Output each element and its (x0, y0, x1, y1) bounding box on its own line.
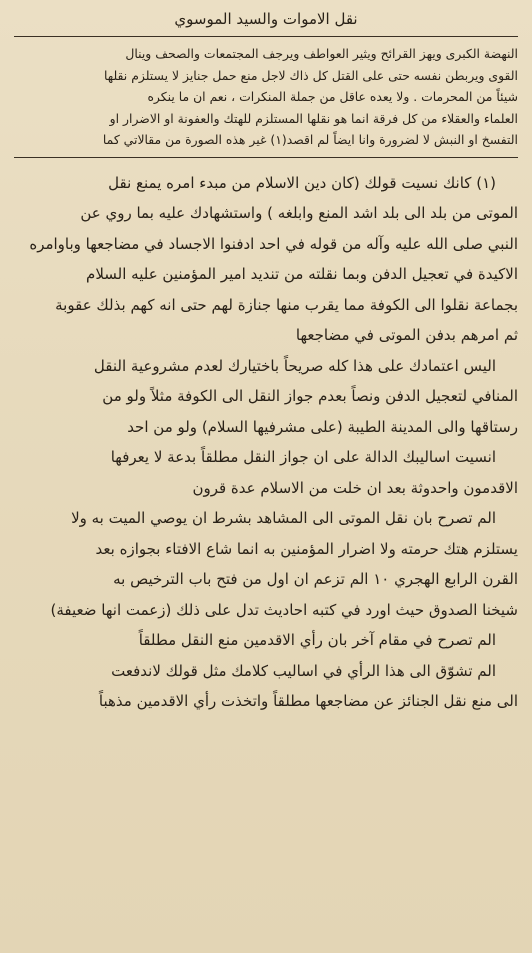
footnote-line: المنافي لتعجيل الدفن ونصاً بعدم جواز النقل الى الكوفة مثلاً ولو من (102, 387, 518, 405)
main-text-line: شيئاً من المحرمات . ولا يعده عاقل من جملة المنكرات ، نعم ان ما ينكره (147, 89, 518, 104)
main-text-line: القوى ويربطن نفسه حتى على القتل كل ذاك لاجل منع حمل جنايز لا يستلزم نقلها (103, 67, 518, 83)
footnote-line: الى منع نقل الجنائز عن مضاجعها مطلقاً واتخذت رأي الاقدمين مذهباً (98, 692, 518, 710)
main-text-line: العلماء والعقلاء من كل فرقة انما هو نقلها المستلزم للهتك والعفونة او الاضرار او (109, 110, 518, 126)
footnote-separator-rule (14, 157, 518, 158)
footnote-line: الم تصرح بان نقل الموتى الى المشاهد بشرط ان يوصي الميت به ولا (71, 509, 496, 527)
footnote-line: الم تصرح في مقام آخر بان رأي الاقدمين منع النقل مطلقاً (138, 631, 496, 649)
footnote-line: يستلزم هتك حرمته ولا اضرار المؤمنين به انما شاع الافتاء بجوازه بعد (95, 539, 518, 558)
footnote-line: الاكيدة في تعجيل الدفن وبما نقلته من تنديد امير المؤمنين عليه السلام (86, 265, 518, 283)
footnote-paragraph (14, 656, 518, 717)
footnote-paragraph (14, 625, 518, 656)
header-rule (14, 36, 518, 37)
footnote-line: النبي صلى الله عليه وآله من قوله في احد ادفنوا الاجساد في مضاجعها وباوامره (29, 234, 518, 253)
footnote-line: القرن الرابع الهجري ١٠ الم تزعم ان اول من فتح باب الترخيص به (113, 570, 518, 588)
footnote-paragraph (14, 168, 518, 351)
main-text-line: النهضة الكبرى ويهز القرائح ويثير العواطف ويرجف المجتمعات والصحف وينال (125, 46, 518, 61)
footnote-line: ثم امرهم بدفن الموتى في مضاجعها (295, 326, 518, 344)
footnote-line: انسيت اساليبك الدالة على ان جواز النقل مطلقاً بدعة لا يعرفها (110, 448, 496, 466)
footnote-paragraph (14, 351, 518, 443)
footnotes (14, 168, 518, 717)
footnote-line: اليس اعتمادك على هذا كله صريحاً باختيارك لعدم مشروعية النقل (93, 356, 496, 375)
footnote-line: رستاقها والى المدينة الطيبة (على مشرفيها السلام) ولو من احد (127, 417, 518, 436)
running-header: نقل الاموات والسيد الموسوي (174, 10, 358, 28)
footnote-line: الم تشوّق الى هذا الرأي في اساليب كلامك مثل قولك لاندفعت (111, 661, 496, 680)
footnote-line: بجماعة نقلوا الى الكوفة مما يقرب منها جنازة لهم حتى انه كهم بذلك عقوبة (55, 295, 518, 314)
footnote-line: شيخنا الصدوق حيث اورد في كتبه احاديث تدل على ذلك (زعمت انها ضعيفة) (50, 600, 518, 619)
main-text-paragraph (14, 43, 518, 151)
footnote-paragraph (14, 442, 518, 503)
footnote-paragraph (14, 503, 518, 625)
footnote-line: الموتى من بلد الى بلد اشد المنع وابلغه ) واستشهادك عليه بما روي عن (80, 204, 518, 222)
main-text-line: التفسخ او النبش لا لضرورة وانا ايضاً لم اقصد(١) غير هذه الصورة من مقالاتي كما (102, 132, 518, 147)
footnote-line: الاقدمون واحدوثة بعد ان خلت من الاسلام عدة قرون (192, 478, 518, 497)
footnote-line: (١) كانك نسيت قولك (كان دين الاسلام من مبدء امره يمنع نقل (108, 173, 496, 192)
